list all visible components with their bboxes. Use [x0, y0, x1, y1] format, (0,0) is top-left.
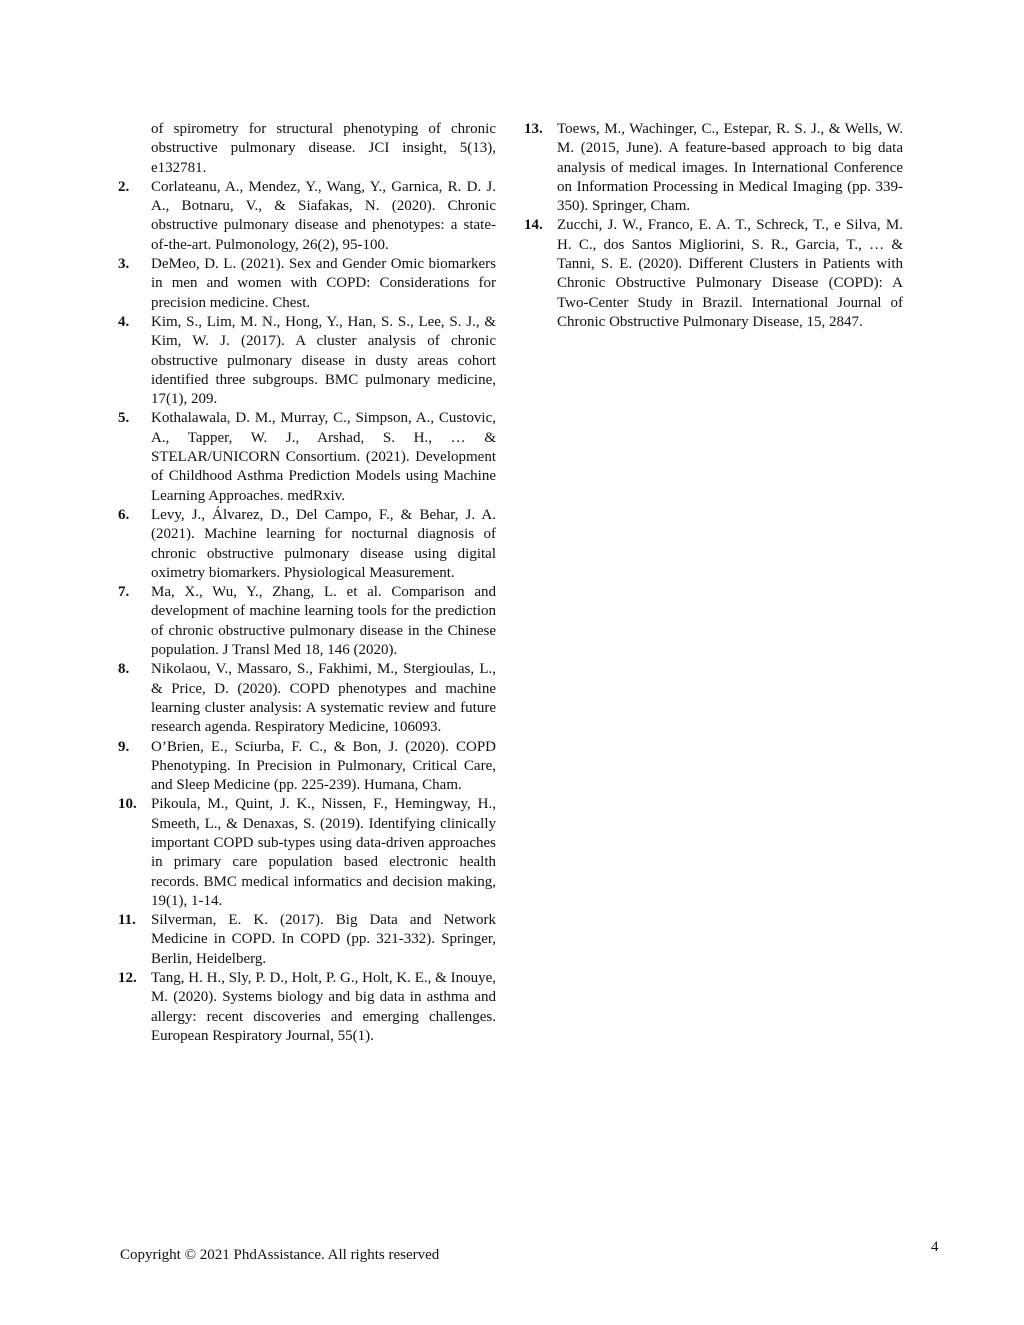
- reference-item: [118, 506, 496, 583]
- reference-text: of spirometry for structural phenotyping of chronic obstructive pulmonary disease. JCI insight, 5(13), e132781.: [151, 121, 496, 176]
- reference-item: [118, 795, 496, 911]
- reference-number: 3.: [118, 256, 130, 273]
- reference-text: O’Brien, E., Sciurba, F. C., & Bon, J. (2020). COPD Phenotyping. In Precision in Pulmonary, Critical Care, and Sleep Medicine (pp. 225-239). Humana, Cham.: [151, 738, 496, 794]
- reference-number: 12.: [118, 970, 137, 987]
- references-left-column: [118, 120, 496, 1046]
- reference-text: Nikolaou, V., Massaro, S., Fakhimi, M., Stergioulas, L., & Price, D. (2020). COPD phenotypes and machine learning cluster analysis: A systematic review and future research agenda. Respiratory Medicine, 106093.: [151, 661, 496, 736]
- reference-item: [118, 583, 496, 660]
- reference-number: 7.: [118, 584, 130, 601]
- reference-text: Pikoula, M., Quint, J. K., Nissen, F., Hemingway, H., Smeeth, L., & Denaxas, S. (2019). Identifying clinically important COPD sub-types using data-driven approaches in primary care population based electronic health records. BMC medical informatics and decision making, 19(1), 1-14.: [151, 796, 496, 909]
- reference-number: 2.: [118, 178, 130, 195]
- reference-number: 6.: [118, 506, 130, 523]
- reference-item: [118, 255, 496, 313]
- reference-text: Kim, S., Lim, M. N., Hong, Y., Han, S. S., Lee, S. J., & Kim, W. J. (2017). A cluster analysis of chronic obstructive pulmonary disease in dusty areas cohort identified three subgroups. BMC pulmonary medicine, 17(1), 209.: [151, 313, 496, 408]
- references-right-column: [524, 120, 903, 332]
- reference-item: [118, 178, 496, 255]
- reference-item: [118, 409, 496, 505]
- reference-number: 4.: [118, 313, 130, 330]
- reference-text: DeMeo, D. L. (2021). Sex and Gender Omic biomarkers in men and women with COPD: Considerations for precision medicine. Chest.: [151, 256, 496, 311]
- reference-number: 13.: [524, 121, 543, 137]
- reference-text: Corlateanu, A., Mendez, Y., Wang, Y., Garnica, R. D. J. A., Botnaru, V., & Siafakas, N. (2020). Chronic obstructive pulmonary disease and phenotypes: a state-of-the-art. Pulmonology, 26(2), 95-100.: [151, 178, 496, 253]
- reference-number: 10.: [118, 796, 137, 813]
- reference-text: Kothalawala, D. M., Murray, C., Simpson, A., Custovic, A., Tapper, W. J., Arshad, S. H., … & STELAR/UNICORN Consortium. (2021). Development of Childhood Asthma Prediction Models using Machine Learning Approaches. medRxiv.: [151, 410, 496, 504]
- reference-number: 5.: [118, 410, 130, 427]
- reference-item: [118, 660, 496, 737]
- reference-text: Tang, H. H., Sly, P. D., Holt, P. G., Holt, K. E., & Inouye, M. (2020). Systems biology and big data in asthma and allergy: recent discoveries and emerging challenges. European Respiratory Journal, 55(1).: [151, 970, 496, 1044]
- reference-number: 9.: [118, 738, 130, 755]
- reference-text: Zucchi, J. W., Franco, E. A. T., Schreck, T., e Silva, M. H. C., dos Santos Migliorini, S. R., Garcia, T., … & Tanni, S. E. (2020). Different Clusters in Patients with Chronic Obstructive Pulmonary Disease (COPD): A Two-Center Study in Brazil. International Journal of Chronic Obstructive Pulmonary Disease, 15, 2847.: [557, 217, 903, 330]
- reference-text: Ma, X., Wu, Y., Zhang, L. et al. Comparison and development of machine learning tools for the prediction of chronic obstructive pulmonary disease in the Chinese population. J Transl Med 18, 146 (2020).: [151, 584, 496, 659]
- reference-item: [118, 738, 496, 796]
- reference-number: 14.: [524, 217, 543, 234]
- reference-item: [118, 120, 496, 178]
- copyright-footer: Copyright © 2021 PhdAssistance. All rights reserved: [120, 1247, 440, 1263]
- reference-item: [524, 216, 903, 332]
- reference-item: [118, 313, 496, 409]
- reference-text: Silverman, E. K. (2017). Big Data and Network Medicine in COPD. In COPD (pp. 321-332). Springer, Berlin, Heidelberg.: [151, 912, 496, 967]
- reference-item: [118, 969, 496, 1046]
- reference-text: Toews, M., Wachinger, C., Estepar, R. S. J., & Wells, W. M. (2015, June). A feature-based approach to big data analysis of medical images. In International Conference on Information Processing in Medical Imaging (pp. 339-350). Springer, Cham.: [557, 121, 903, 215]
- reference-text: Levy, J., Álvarez, D., Del Campo, F., & Behar, J. A. (2021). Machine learning for nocturnal diagnosis of chronic obstructive pulmonary disease using digital oximetry biomarkers. Physiological Measurement.: [151, 506, 496, 581]
- reference-number: 11.: [118, 912, 136, 929]
- reference-item: [524, 120, 903, 216]
- reference-number: 8.: [118, 661, 130, 678]
- page-number: 4: [931, 1239, 939, 1255]
- reference-item: [118, 911, 496, 969]
